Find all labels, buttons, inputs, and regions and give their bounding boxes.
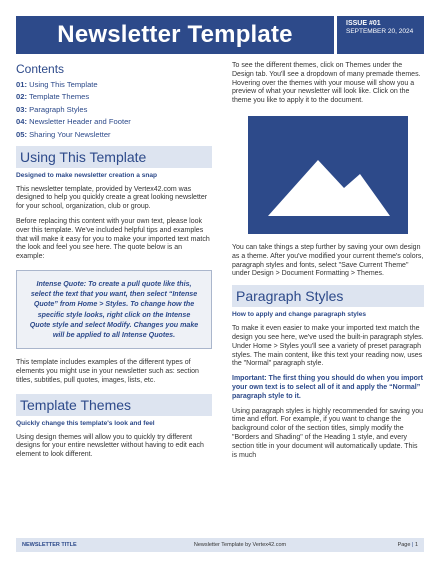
body-paragraph: Using design themes will allow you to quickly try different designs for your entire newsletter without having to edit each element to look different.	[16, 433, 204, 459]
section-subtitle-using: Designed to make newsletter creation a snap	[16, 171, 158, 179]
body-paragraph: This newsletter template, provided by Vertex42.com was designed to help you quickly create a great looking newsletter for your school, organization, club or group.	[16, 185, 208, 211]
right-column	[232, 62, 424, 466]
toc-item[interactable]: 02: Template Themes	[16, 92, 90, 102]
body-paragraph: To see the different themes, click on Themes under the Design tab. You'll see a dropdown of many premade themes. Hovering over the themes with your mouse will show you a preview of what your newsletter will look like. Click on the theme you like to apply it to the document.	[232, 62, 421, 105]
body-paragraph: Using paragraph styles is highly recommended for saving you time and effort. For example, if you want to change the background color of the section titles, simply modify the "Borders and Shading" of the Heading 1 style, and every section title in your document will automatically update. This is much	[232, 407, 424, 459]
toc-item[interactable]: 05: Sharing Your Newsletter	[16, 129, 111, 139]
newsletter-title: Newsletter Template	[57, 21, 293, 48]
section-title-paragraph: Paragraph Styles	[232, 285, 424, 307]
page-number: 1	[414, 542, 418, 548]
newsletter-header	[16, 16, 424, 54]
issue-box	[337, 16, 424, 54]
header-title-bar	[16, 16, 334, 54]
footer-newsletter-title: NEWSLETTER TITLE	[22, 542, 77, 548]
body-paragraph: This template includes examples of the different types of elements you might use in your newsletter such as: section titles, subtitles, pull quotes, images, lists, etc.	[16, 359, 199, 384]
table-of-contents	[16, 80, 212, 139]
body-paragraph: Before replacing this content with your own text, please look over this template. We've included helpful tips and examples that will make it easy for you to make your imported text match the look and feel you see here. The quote below is an example:	[16, 217, 210, 261]
left-column	[16, 62, 212, 466]
pull-quote-text: Intense Quote: To create a pull quote like this, select the text that you want, then select “Intense Quote” from Home > Styles. To change how the specific style looks, right click on the Intense Quote style and select Modify. Changes you make will be applied to all Intense Quotes.	[29, 279, 199, 339]
page-footer	[16, 538, 424, 552]
body-paragraph: To make it even easier to make your imported text match the design you see here, we've used the built-in paragraph styles. Under Home > Styles you'll see a variety of preset paragraph styles. The main content, like this text your reading now, uses the "Normal" paragraph style.	[232, 325, 424, 368]
issue-date: SEPTEMBER 20, 2024	[346, 28, 414, 35]
section-title-themes: Template Themes	[16, 394, 212, 416]
section-subtitle-paragraph: How to apply and change paragraph styles	[232, 311, 367, 319]
footer-page: Page | 1	[397, 542, 418, 548]
body-paragraph: You can take things a step further by saving your own design as a theme. After you've modified your current theme's colors, paragraph styles and fonts, select "Save Current Theme" under Design > Document Formatting > Themes.	[232, 243, 424, 278]
section-title-using: Using This Template	[16, 146, 212, 168]
image-placeholder[interactable]	[248, 116, 408, 234]
toc-item[interactable]: 03: Paragraph Styles	[16, 104, 88, 114]
pull-quote	[16, 270, 212, 349]
section-subtitle-themes: Quickly change this template's look and feel	[16, 419, 155, 427]
contents-title: Contents	[16, 62, 65, 76]
important-note: Important: The first thing you should do when you import your own text is to select all of it and apply the “Normal” paragraph style to it.	[232, 375, 423, 400]
footer-credit: Newsletter Template by Vertex42.com	[193, 542, 287, 548]
toc-item[interactable]: 04: Newsletter Header and Footer	[16, 117, 131, 127]
issue-number: ISSUE #01	[346, 20, 381, 27]
mountain-image-icon	[248, 116, 408, 234]
toc-item[interactable]: 01: Using This Template	[16, 80, 98, 89]
